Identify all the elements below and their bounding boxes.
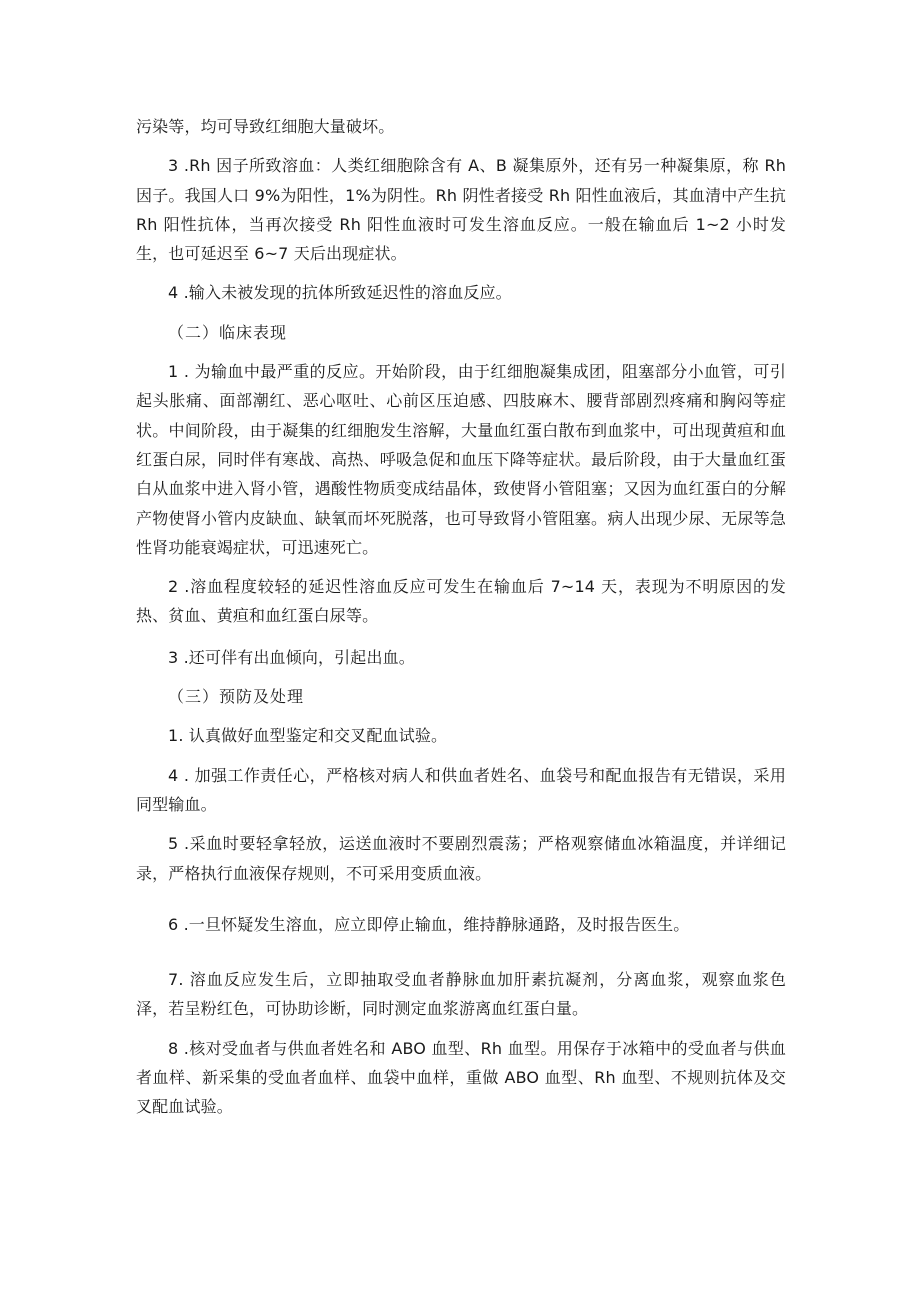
section-heading-clinical: （二）临床表现 bbox=[168, 322, 288, 342]
paragraph-prevention-1: 1. 认真做好血型鉴定和交叉配血试验。 bbox=[168, 726, 448, 746]
paragraph-clinical-2: 2 .溶血程度较轻的延迟性溶血反应可发生在输血后 7~14 天，表现为不明原因的发热、贫血、黄疸和血红蛋白尿等。 bbox=[136, 577, 786, 626]
paragraph-prevention-6: 6 .一旦怀疑发生溶血，应立即停止输血，维持静脉通路，及时报告医生。 bbox=[168, 914, 690, 934]
paragraph-clinical-3: 3 .还可伴有出血倾向，引起出血。 bbox=[168, 647, 415, 667]
paragraph-prevention-7: 7. 溶血反应发生后，立即抽取受血者静脉血加肝素抗凝剂，分离血浆，观察血浆色泽，若呈粉红色，可协助诊断，同时测定血浆游离血红蛋白量。 bbox=[136, 970, 786, 1019]
paragraph-delayed-antibody: 4 .输入未被发现的抗体所致延迟性的溶血反应。 bbox=[168, 283, 512, 303]
paragraph-prevention-8: 8 .核对受血者与供血者姓名和 ABO 血型、Rh 血型。用保存于冰箱中的受血者与供血者血样、新采集的受血者血样、血袋中血样，重做 ABO 血型、Rh 血型、不规则抗体及交叉配血试验。 bbox=[136, 1038, 786, 1117]
paragraph-continuation: 污染等，均可导致红细胞大量破坏。 bbox=[136, 117, 395, 136]
section-heading-prevention: （三）预防及处理 bbox=[168, 687, 305, 707]
document-body bbox=[136, 112, 786, 1122]
paragraph-prevention-4: 4 . 加强工作责任心，严格核对病人和供血者姓名、血袋号和配血报告有无错误，采用同型输血。 bbox=[136, 765, 786, 814]
paragraph-prevention-5: 5 .采血时要轻拿轻放，运送血液时不要剧烈震荡；严格观察储血冰箱温度，并详细记录，严格执行血液保存规则，不可采用变质血液。 bbox=[136, 834, 786, 883]
paragraph-clinical-1: 1 . 为输血中最严重的反应。开始阶段，由于红细胞凝集成团，阻塞部分小血管，可引起头胀痛、面部潮红、恶心呕吐、心前区压迫感、四肢麻木、腰背部剧烈疼痛和胸闷等症状。中间阶段，由于凝集的红细胞发生溶解，大量血红蛋白散布到血浆中，可出现黄疸和血红蛋白尿，同时伴有寒战、高热、呼吸急促和血压下降等症状。最后阶段，由于大量血红蛋白从血浆中进入肾小管，遇酸性物质变成结晶体，致使肾小管阻塞；又因为血红蛋白的分解产物使肾小管内皮缺血、缺氧而坏死脱落，也可导致肾小管阻塞。病人出现少尿、无尿等急性肾功能衰竭症状，可迅速死亡。 bbox=[136, 362, 786, 557]
paragraph-rh-hemolysis: 3 .Rh 因子所致溶血：人类红细胞除含有 A、B 凝集原外，还有另一种凝集原，称 Rh 因子。我国人口 9%为阳性，1%为阴性。Rh 阴性者接受 Rh 阳性血液后，其血清中产生抗 Rh 阳性抗体，当再次接受 Rh 阳性血液时可发生溶血反应。一般在输血后 1~2 小时发生，也可延迟至 6~7 天后出现症状。 bbox=[136, 156, 786, 264]
